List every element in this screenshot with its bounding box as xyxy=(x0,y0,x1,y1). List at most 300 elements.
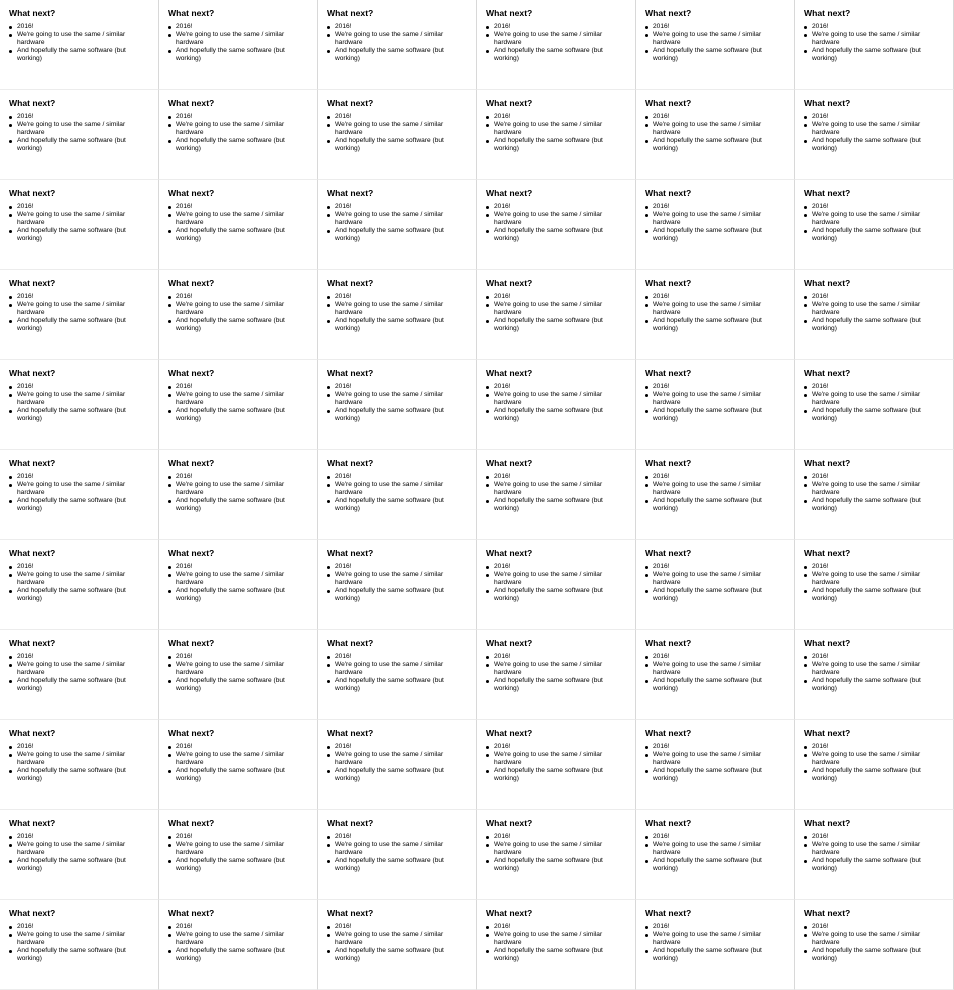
slide-thumbnail[interactable] xyxy=(318,630,477,720)
bullet-dot-icon xyxy=(327,664,330,667)
bullet-text: And hopefully the same software (but working) xyxy=(812,497,921,512)
bullet-text: And hopefully the same software (but working) xyxy=(335,677,444,692)
slide-title: What next? xyxy=(804,818,851,828)
slide-thumbnail[interactable] xyxy=(477,90,636,180)
bullet-item xyxy=(168,211,298,227)
bullet-list xyxy=(645,563,786,603)
bullet-text: 2016! xyxy=(494,563,511,570)
bullet-text: We're going to use the same / similar hardware xyxy=(494,661,603,676)
bullet-item xyxy=(645,571,775,587)
slide-title: What next? xyxy=(486,98,533,108)
bullet-text: We're going to use the same / similar hardware xyxy=(812,391,921,406)
bullet-text: 2016! xyxy=(812,923,829,930)
bullet-dot-icon xyxy=(486,394,489,397)
bullet-text: 2016! xyxy=(176,113,193,120)
bullet-text: We're going to use the same / similar hardware xyxy=(494,841,603,856)
slide-title: What next? xyxy=(645,638,692,648)
bullet-text: And hopefully the same software (but working) xyxy=(17,317,126,332)
bullet-dot-icon xyxy=(645,860,648,863)
slide-thumbnail[interactable] xyxy=(0,720,159,810)
slide-thumbnail[interactable] xyxy=(0,450,159,540)
bullet-item xyxy=(645,407,775,423)
slide-thumbnail[interactable] xyxy=(318,450,477,540)
bullet-item xyxy=(168,571,298,587)
bullet-dot-icon xyxy=(486,590,489,593)
bullet-text: We're going to use the same / similar hardware xyxy=(17,751,126,766)
bullet-item xyxy=(9,661,139,677)
bullet-dot-icon xyxy=(327,746,330,749)
bullet-list xyxy=(327,923,468,963)
slide-thumbnail[interactable] xyxy=(636,90,795,180)
slide-thumbnail[interactable] xyxy=(0,900,159,990)
bullet-text: And hopefully the same software (but working) xyxy=(176,497,285,512)
slide-title: What next? xyxy=(327,548,374,558)
slide-thumbnail[interactable] xyxy=(477,270,636,360)
bullet-dot-icon xyxy=(486,950,489,953)
slide-thumbnail[interactable] xyxy=(159,0,318,90)
slide-thumbnail[interactable] xyxy=(159,270,318,360)
bullet-dot-icon xyxy=(168,214,171,217)
bullet-item xyxy=(645,653,775,661)
slide-thumbnail[interactable] xyxy=(795,0,954,90)
bullet-text: And hopefully the same software (but working) xyxy=(17,677,126,692)
slide-title: What next? xyxy=(645,368,692,378)
bullet-dot-icon xyxy=(804,590,807,593)
bullet-item xyxy=(486,391,616,407)
slide-thumbnail[interactable] xyxy=(477,810,636,900)
slide-title: What next? xyxy=(804,368,851,378)
slide-title: What next? xyxy=(9,548,56,558)
bullet-text: We're going to use the same / similar hardware xyxy=(176,301,285,316)
slide-thumbnail[interactable] xyxy=(318,90,477,180)
bullet-dot-icon xyxy=(327,754,330,757)
slide-title: What next? xyxy=(9,98,56,108)
slide-thumbnail[interactable] xyxy=(159,180,318,270)
bullet-item xyxy=(645,497,775,513)
bullet-item xyxy=(327,227,457,243)
slide-title: What next? xyxy=(486,458,533,468)
bullet-item xyxy=(804,113,934,121)
slide-thumbnail[interactable] xyxy=(159,810,318,900)
bullet-text: And hopefully the same software (but working) xyxy=(653,317,762,332)
slide-thumbnail[interactable] xyxy=(477,540,636,630)
slide-thumbnail[interactable] xyxy=(636,360,795,450)
bullet-text: 2016! xyxy=(176,923,193,930)
slide-thumbnail[interactable] xyxy=(159,630,318,720)
bullet-text: And hopefully the same software (but working) xyxy=(494,587,603,602)
bullet-item xyxy=(168,383,298,391)
bullet-list xyxy=(486,563,627,603)
bullet-text: And hopefully the same software (but working) xyxy=(653,587,762,602)
bullet-list xyxy=(168,23,309,63)
slide-title: What next? xyxy=(9,368,56,378)
bullet-dot-icon xyxy=(486,500,489,503)
bullet-text: We're going to use the same / similar hardware xyxy=(335,301,444,316)
bullet-text: We're going to use the same / similar hardware xyxy=(812,211,921,226)
bullet-text: We're going to use the same / similar hardware xyxy=(335,841,444,856)
slide-title: What next? xyxy=(804,188,851,198)
slide-title: What next? xyxy=(168,8,215,18)
bullet-text: We're going to use the same / similar hardware xyxy=(653,391,762,406)
slide-thumbnail[interactable] xyxy=(795,630,954,720)
bullet-text: We're going to use the same / similar hardware xyxy=(335,31,444,46)
bullet-text: And hopefully the same software (but working) xyxy=(812,767,921,782)
slide-title: What next? xyxy=(168,98,215,108)
bullet-item xyxy=(645,293,775,301)
bullet-item xyxy=(804,661,934,677)
slide-thumbnail[interactable] xyxy=(159,720,318,810)
slide-thumbnail[interactable] xyxy=(636,900,795,990)
slide-title: What next? xyxy=(804,458,851,468)
bullet-list xyxy=(168,113,309,153)
bullet-text: And hopefully the same software (but working) xyxy=(494,677,603,692)
slide-title: What next? xyxy=(9,728,56,738)
slide-thumbnail[interactable] xyxy=(477,900,636,990)
bullet-item xyxy=(327,661,457,677)
bullet-text: 2016! xyxy=(335,293,352,300)
slide-thumbnail[interactable] xyxy=(477,180,636,270)
slide-thumbnail[interactable] xyxy=(795,450,954,540)
slide-title: What next? xyxy=(327,188,374,198)
bullet-item xyxy=(327,317,457,333)
slide-thumbnail[interactable] xyxy=(795,810,954,900)
bullet-item xyxy=(9,481,139,497)
bullet-text: And hopefully the same software (but working) xyxy=(653,227,762,242)
bullet-text: And hopefully the same software (but working) xyxy=(17,947,126,962)
bullet-item xyxy=(486,383,616,391)
bullet-dot-icon xyxy=(327,394,330,397)
bullet-text: We're going to use the same / similar hardware xyxy=(812,751,921,766)
slide-thumbnail[interactable] xyxy=(318,360,477,450)
slide-thumbnail[interactable] xyxy=(159,900,318,990)
bullet-dot-icon xyxy=(804,230,807,233)
bullet-text: 2016! xyxy=(812,113,829,120)
bullet-dot-icon xyxy=(168,926,171,929)
bullet-text: And hopefully the same software (but working) xyxy=(17,587,126,602)
bullet-text: 2016! xyxy=(812,653,829,660)
bullet-text: And hopefully the same software (but working) xyxy=(494,497,603,512)
bullet-text: We're going to use the same / similar hardware xyxy=(17,841,126,856)
bullet-text: 2016! xyxy=(653,833,670,840)
bullet-item xyxy=(486,767,616,783)
bullet-text: We're going to use the same / similar hardware xyxy=(653,481,762,496)
bullet-dot-icon xyxy=(804,116,807,119)
bullet-dot-icon xyxy=(9,664,12,667)
slide-title: What next? xyxy=(168,818,215,828)
bullet-text: And hopefully the same software (but working) xyxy=(335,317,444,332)
bullet-item xyxy=(327,407,457,423)
bullet-dot-icon xyxy=(645,124,648,127)
bullet-item xyxy=(168,407,298,423)
bullet-list xyxy=(804,923,945,963)
slide-title: What next? xyxy=(168,278,215,288)
bullet-text: We're going to use the same / similar hardware xyxy=(176,391,285,406)
bullet-text: And hopefully the same software (but working) xyxy=(812,857,921,872)
bullet-dot-icon xyxy=(804,836,807,839)
bullet-item xyxy=(804,653,934,661)
bullet-text: 2016! xyxy=(653,383,670,390)
bullet-text: And hopefully the same software (but working) xyxy=(494,947,603,962)
bullet-list xyxy=(9,833,150,873)
bullet-item xyxy=(9,301,139,317)
slide-title: What next? xyxy=(9,188,56,198)
bullet-list xyxy=(804,833,945,873)
slide-thumbnail[interactable] xyxy=(795,90,954,180)
bullet-text: We're going to use the same / similar hardware xyxy=(653,661,762,676)
bullet-text: And hopefully the same software (but working) xyxy=(17,137,126,152)
bullet-item xyxy=(327,743,457,751)
bullet-text: And hopefully the same software (but working) xyxy=(812,947,921,962)
bullet-item xyxy=(168,833,298,841)
bullet-item xyxy=(168,857,298,873)
slide-thumbnail[interactable] xyxy=(795,720,954,810)
bullet-dot-icon xyxy=(168,500,171,503)
bullet-item xyxy=(804,293,934,301)
bullet-dot-icon xyxy=(327,770,330,773)
bullet-text: 2016! xyxy=(176,383,193,390)
bullet-item xyxy=(804,833,934,841)
slide-thumbnail[interactable] xyxy=(477,0,636,90)
slide-thumbnail[interactable] xyxy=(318,720,477,810)
bullet-list xyxy=(804,203,945,243)
bullet-text: And hopefully the same software (but working) xyxy=(17,47,126,62)
bullet-item xyxy=(645,947,775,963)
bullet-item xyxy=(645,47,775,63)
bullet-list xyxy=(486,743,627,783)
bullet-list xyxy=(645,743,786,783)
bullet-item xyxy=(168,473,298,481)
slide-thumbnail[interactable] xyxy=(318,900,477,990)
bullet-list xyxy=(486,473,627,513)
bullet-item xyxy=(9,587,139,603)
bullet-item xyxy=(645,841,775,857)
bullet-dot-icon xyxy=(168,230,171,233)
bullet-dot-icon xyxy=(9,140,12,143)
slide-thumbnail[interactable] xyxy=(159,450,318,540)
bullet-dot-icon xyxy=(645,50,648,53)
slide-thumbnail[interactable] xyxy=(0,180,159,270)
bullet-dot-icon xyxy=(486,680,489,683)
slide-thumbnail[interactable] xyxy=(0,540,159,630)
bullet-item xyxy=(645,203,775,211)
slide-thumbnail[interactable] xyxy=(0,270,159,360)
slide-thumbnail[interactable] xyxy=(0,90,159,180)
bullet-item xyxy=(486,947,616,963)
slide-thumbnail[interactable] xyxy=(636,270,795,360)
bullet-text: And hopefully the same software (but working) xyxy=(176,317,285,332)
bullet-dot-icon xyxy=(327,656,330,659)
bullet-item xyxy=(486,47,616,63)
slide-thumbnail[interactable] xyxy=(795,180,954,270)
bullet-dot-icon xyxy=(804,296,807,299)
bullet-dot-icon xyxy=(168,26,171,29)
bullet-list xyxy=(168,923,309,963)
bullet-text: We're going to use the same / similar hardware xyxy=(176,661,285,676)
bullet-item xyxy=(168,497,298,513)
slide-thumbnail[interactable] xyxy=(795,900,954,990)
slide-thumbnail[interactable] xyxy=(477,630,636,720)
bullet-dot-icon xyxy=(327,214,330,217)
slide-thumbnail[interactable] xyxy=(318,180,477,270)
bullet-dot-icon xyxy=(486,934,489,937)
bullet-text: We're going to use the same / similar hardware xyxy=(335,751,444,766)
bullet-dot-icon xyxy=(486,566,489,569)
bullet-text: 2016! xyxy=(176,23,193,30)
bullet-dot-icon xyxy=(168,934,171,937)
bullet-item xyxy=(486,293,616,301)
slide-thumbnail[interactable] xyxy=(477,450,636,540)
bullet-dot-icon xyxy=(645,664,648,667)
bullet-item xyxy=(486,751,616,767)
slide-thumbnail[interactable] xyxy=(636,450,795,540)
bullet-text: 2016! xyxy=(653,293,670,300)
slide-thumbnail[interactable] xyxy=(636,540,795,630)
bullet-dot-icon xyxy=(327,860,330,863)
slide-thumbnail[interactable] xyxy=(636,720,795,810)
slide-thumbnail[interactable] xyxy=(636,180,795,270)
bullet-text: And hopefully the same software (but working) xyxy=(176,227,285,242)
slide-title: What next? xyxy=(327,278,374,288)
bullet-dot-icon xyxy=(804,206,807,209)
slide-title: What next? xyxy=(645,188,692,198)
bullet-dot-icon xyxy=(327,680,330,683)
bullet-text: We're going to use the same / similar hardware xyxy=(812,841,921,856)
bullet-text: And hopefully the same software (but working) xyxy=(812,137,921,152)
slide-thumbnail[interactable] xyxy=(318,810,477,900)
bullet-dot-icon xyxy=(9,566,12,569)
bullet-text: 2016! xyxy=(812,743,829,750)
bullet-dot-icon xyxy=(486,230,489,233)
slide-thumbnail[interactable] xyxy=(795,270,954,360)
bullet-item xyxy=(804,931,934,947)
bullet-list xyxy=(486,113,627,153)
bullet-item xyxy=(168,923,298,931)
bullet-item xyxy=(168,947,298,963)
slide-thumbnail[interactable] xyxy=(477,720,636,810)
slide-thumbnail[interactable] xyxy=(318,270,477,360)
bullet-text: 2016! xyxy=(653,113,670,120)
bullet-text: 2016! xyxy=(17,23,34,30)
bullet-text: And hopefully the same software (but working) xyxy=(653,767,762,782)
slide-title: What next? xyxy=(168,188,215,198)
bullet-dot-icon xyxy=(168,590,171,593)
bullet-dot-icon xyxy=(9,304,12,307)
slide-thumbnail[interactable] xyxy=(636,630,795,720)
bullet-dot-icon xyxy=(804,574,807,577)
slide-thumbnail[interactable] xyxy=(477,360,636,450)
bullet-dot-icon xyxy=(9,394,12,397)
slide-title: What next? xyxy=(804,638,851,648)
bullet-dot-icon xyxy=(645,140,648,143)
bullet-item xyxy=(168,751,298,767)
bullet-item xyxy=(486,661,616,677)
slide-thumbnail[interactable] xyxy=(159,90,318,180)
bullet-dot-icon xyxy=(645,926,648,929)
bullet-text: We're going to use the same / similar hardware xyxy=(653,751,762,766)
bullet-dot-icon xyxy=(804,566,807,569)
bullet-item xyxy=(168,23,298,31)
bullet-item xyxy=(804,743,934,751)
bullet-dot-icon xyxy=(9,590,12,593)
bullet-list xyxy=(645,473,786,513)
bullet-text: And hopefully the same software (but working) xyxy=(494,137,603,152)
bullet-list xyxy=(486,23,627,63)
bullet-item xyxy=(486,497,616,513)
bullet-text: And hopefully the same software (but working) xyxy=(17,407,126,422)
bullet-item xyxy=(804,383,934,391)
bullet-dot-icon xyxy=(645,320,648,323)
bullet-list xyxy=(9,653,150,693)
bullet-item xyxy=(168,47,298,63)
bullet-item xyxy=(168,743,298,751)
bullet-list xyxy=(645,383,786,423)
bullet-dot-icon xyxy=(804,500,807,503)
slide-thumbnail[interactable] xyxy=(159,540,318,630)
bullet-list xyxy=(327,473,468,513)
slide-thumbnail[interactable] xyxy=(636,0,795,90)
bullet-list xyxy=(9,293,150,333)
slide-thumbnail[interactable] xyxy=(636,810,795,900)
bullet-item xyxy=(645,391,775,407)
slide-title: What next? xyxy=(168,458,215,468)
bullet-item xyxy=(804,31,934,47)
bullet-dot-icon xyxy=(645,950,648,953)
bullet-text: 2016! xyxy=(335,653,352,660)
bullet-dot-icon xyxy=(168,574,171,577)
slide-thumbnail[interactable] xyxy=(0,630,159,720)
bullet-text: And hopefully the same software (but working) xyxy=(653,137,762,152)
bullet-text: 2016! xyxy=(653,203,670,210)
slide-thumbnail[interactable] xyxy=(0,360,159,450)
bullet-item xyxy=(9,473,139,481)
bullet-item xyxy=(645,31,775,47)
slide-thumbnail[interactable] xyxy=(0,0,159,90)
bullet-text: 2016! xyxy=(335,743,352,750)
bullet-text: We're going to use the same / similar hardware xyxy=(494,391,603,406)
bullet-dot-icon xyxy=(645,844,648,847)
bullet-item xyxy=(645,857,775,873)
bullet-text: We're going to use the same / similar hardware xyxy=(176,571,285,586)
slide-title: What next? xyxy=(645,8,692,18)
slide-thumbnail[interactable] xyxy=(0,810,159,900)
bullet-text: 2016! xyxy=(17,653,34,660)
bullet-item xyxy=(804,473,934,481)
bullet-item xyxy=(327,23,457,31)
bullet-text: And hopefully the same software (but working) xyxy=(812,317,921,332)
bullet-dot-icon xyxy=(168,754,171,757)
slide-thumbnail[interactable] xyxy=(795,360,954,450)
slide-title: What next? xyxy=(486,728,533,738)
slide-thumbnail[interactable] xyxy=(159,360,318,450)
bullet-item xyxy=(327,473,457,481)
slide-title: What next? xyxy=(9,818,56,828)
slide-thumbnail[interactable] xyxy=(795,540,954,630)
bullet-text: 2016! xyxy=(335,563,352,570)
bullet-item xyxy=(168,31,298,47)
bullet-dot-icon xyxy=(9,230,12,233)
bullet-dot-icon xyxy=(486,304,489,307)
bullet-text: 2016! xyxy=(812,473,829,480)
slide-title: What next? xyxy=(168,638,215,648)
slide-thumbnail[interactable] xyxy=(318,540,477,630)
bullet-item xyxy=(486,211,616,227)
bullet-text: 2016! xyxy=(653,563,670,570)
bullet-dot-icon xyxy=(804,926,807,929)
bullet-dot-icon xyxy=(168,296,171,299)
bullet-dot-icon xyxy=(327,476,330,479)
bullet-text: And hopefully the same software (but working) xyxy=(176,137,285,152)
slide-thumbnail[interactable] xyxy=(318,0,477,90)
